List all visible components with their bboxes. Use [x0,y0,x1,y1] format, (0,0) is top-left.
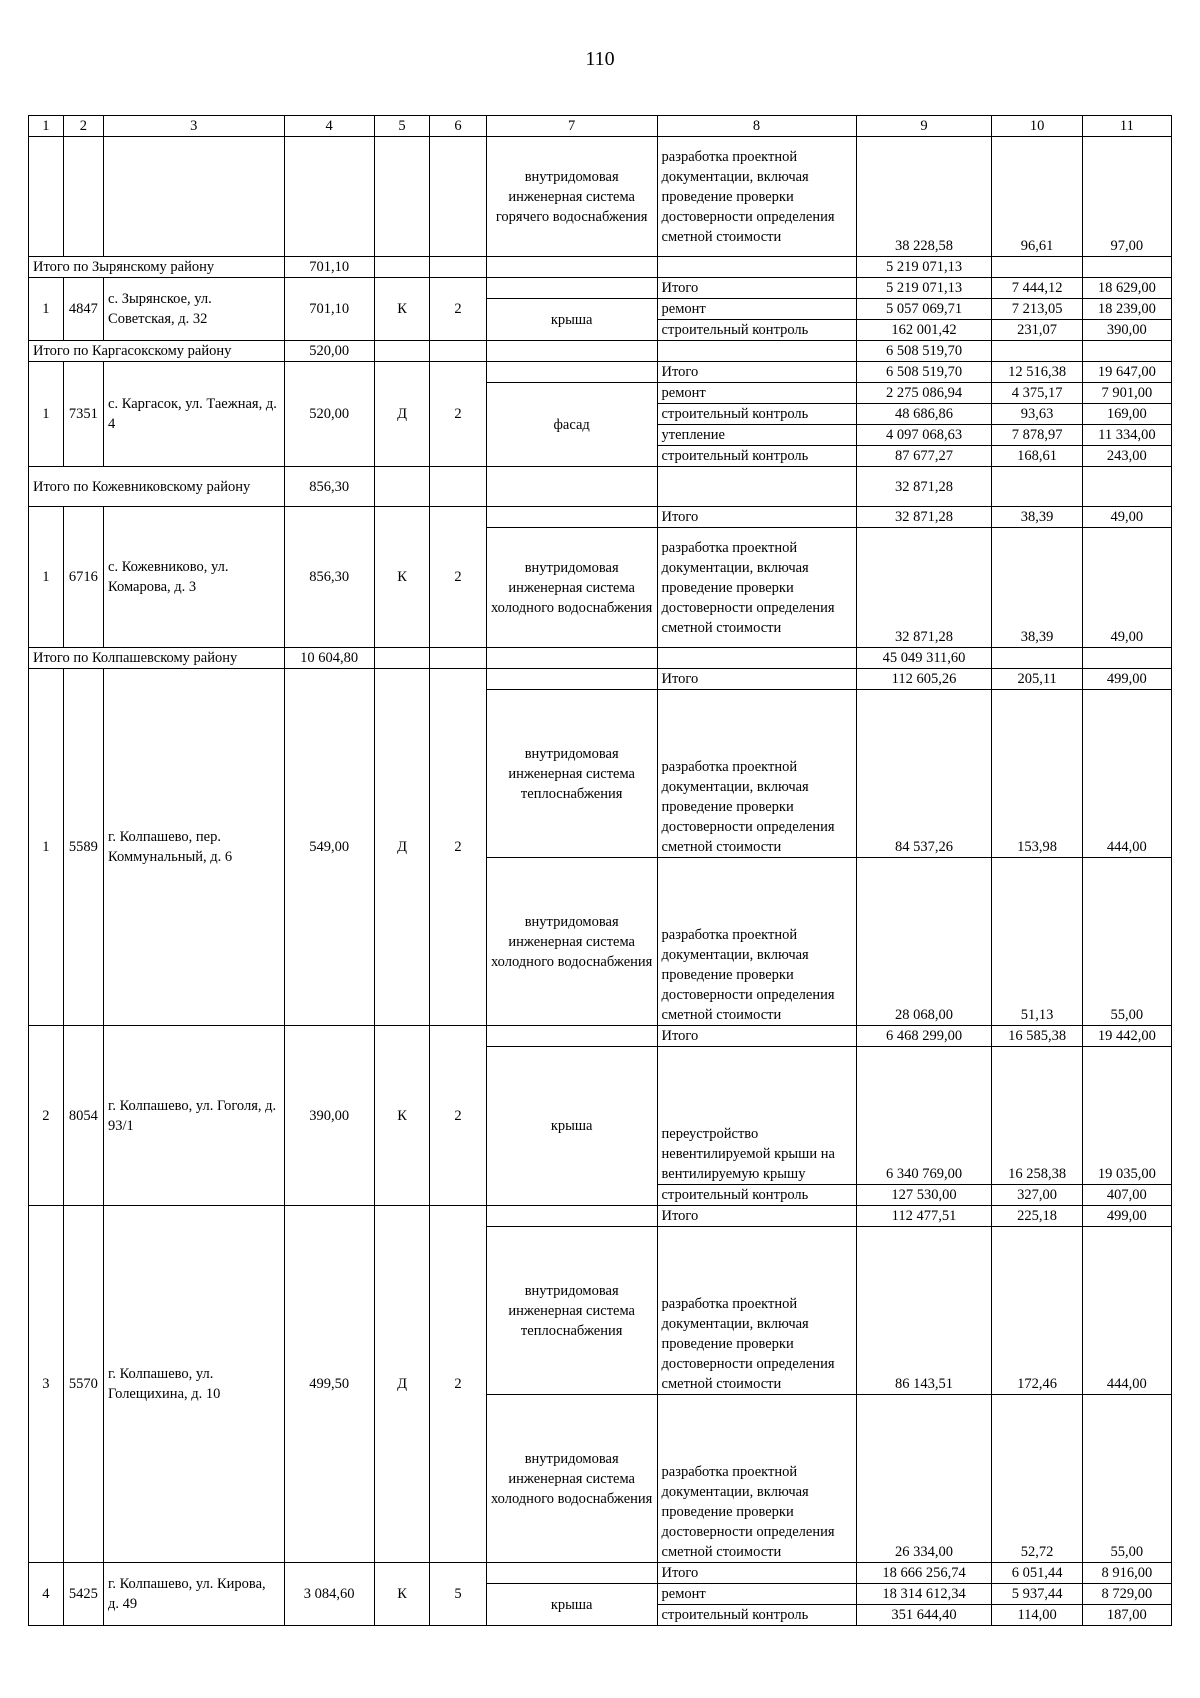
building-floors: 2 [430,669,487,1026]
cost-limit: 187,00 [1082,1605,1171,1626]
district-area: 10 604,80 [284,648,374,669]
work-description: разработка проектной документации, включая проведение проверки достоверности определения сметной стоимости [657,690,856,858]
work-description: ремонт [657,383,856,404]
cost-total: 162 001,42 [856,320,992,341]
work-description: Итого [657,507,856,528]
work-type: внутридомовая инженерная система горячего водоснабжения [486,137,657,257]
cost-total: 32 871,28 [856,528,992,648]
cost-per-sqm: 168,61 [992,446,1082,467]
row-number: 1 [29,507,64,648]
district-total-row [29,467,1172,507]
cost-total: 28 068,00 [856,858,992,1026]
row-number: 1 [29,362,64,467]
cost-per-sqm: 5 937,44 [992,1584,1082,1605]
cell [374,341,429,362]
cost-total: 84 537,26 [856,690,992,858]
cell [486,341,657,362]
work-description: разработка проектной документации, включая проведение проверки достоверности определения сметной стоимости [657,858,856,1026]
work-description: разработка проектной документации, включая проведение проверки достоверности определения сметной стоимости [657,528,856,648]
work-type: крыша [486,299,657,341]
cell [486,257,657,278]
building-area: 856,30 [284,507,374,648]
cost-total: 6 508 519,70 [856,362,992,383]
cost-limit: 499,00 [1082,1206,1171,1227]
cell [1082,341,1171,362]
continued-row [29,137,1172,257]
district-area: 701,10 [284,257,374,278]
building-area: 390,00 [284,1026,374,1206]
building-id: 8054 [63,1026,103,1206]
building-area: 549,00 [284,669,374,1026]
cost-limit: 97,00 [1082,137,1171,257]
cost-limit: 407,00 [1082,1185,1171,1206]
cost-per-sqm: 114,00 [992,1605,1082,1626]
col-header-6: 6 [430,116,487,137]
col-header-10: 10 [992,116,1082,137]
cost-total: 6 468 299,00 [856,1026,992,1047]
cell [992,648,1082,669]
work-description: Итого [657,278,856,299]
row-number: 4 [29,1563,64,1626]
cell [430,467,487,507]
cost-limit: 49,00 [1082,507,1171,528]
cost-limit: 7 901,00 [1082,383,1171,404]
work-type: фасад [486,383,657,467]
col-header-8: 8 [657,116,856,137]
building-address: г. Колпашево, ул. Голещихина, д. 10 [104,1206,285,1563]
work-description: Итого [657,1206,856,1227]
cost-per-sqm: 12 516,38 [992,362,1082,383]
cost-total: 2 275 086,94 [856,383,992,404]
building-floors: 5 [430,1563,487,1626]
col-header-4: 4 [284,116,374,137]
cost-limit: 11 334,00 [1082,425,1171,446]
cell [430,257,487,278]
building-type: К [374,1563,429,1626]
building-type: Д [374,669,429,1026]
cost-per-sqm: 7 213,05 [992,299,1082,320]
cost-total: 87 677,27 [856,446,992,467]
repair-program-table [28,115,1172,1626]
building-address: с. Кожевниково, ул. Комарова, д. 3 [104,507,285,648]
cost-limit: 19 647,00 [1082,362,1171,383]
building-floors: 2 [430,362,487,467]
cell [284,137,374,257]
page-number: 110 [585,48,615,70]
cost-total: 18 314 612,34 [856,1584,992,1605]
cell [486,362,657,383]
building-row [29,1563,1172,1584]
district-sum: 5 219 071,13 [856,257,992,278]
cell [486,507,657,528]
row-number: 2 [29,1026,64,1206]
cell [486,1206,657,1227]
cost-limit: 390,00 [1082,320,1171,341]
district-name: Итого по Колпашевскому району [29,648,285,669]
district-sum: 32 871,28 [856,467,992,507]
cell [657,648,856,669]
work-description: строительный контроль [657,1605,856,1626]
cell [1082,648,1171,669]
work-description: разработка проектной документации, включая проведение проверки достоверности определения сметной стоимости [657,137,856,257]
cost-limit: 18 629,00 [1082,278,1171,299]
cell [374,257,429,278]
cell [374,467,429,507]
cost-total: 18 666 256,74 [856,1563,992,1584]
cell [657,341,856,362]
building-type: К [374,1026,429,1206]
work-type: крыша [486,1584,657,1626]
work-description: Итого [657,1563,856,1584]
cost-total: 351 644,40 [856,1605,992,1626]
building-floors: 2 [430,1206,487,1563]
cost-per-sqm: 4 375,17 [992,383,1082,404]
cost-limit: 18 239,00 [1082,299,1171,320]
building-area: 499,50 [284,1206,374,1563]
building-type: Д [374,362,429,467]
building-area: 701,10 [284,278,374,341]
cost-per-sqm: 327,00 [992,1185,1082,1206]
work-description: строительный контроль [657,446,856,467]
cost-per-sqm: 38,39 [992,507,1082,528]
work-type: крыша [486,1047,657,1206]
work-description: разработка проектной документации, включая проведение проверки достоверности определения сметной стоимости [657,1395,856,1563]
work-description: Итого [657,1026,856,1047]
work-description: разработка проектной документации, включая проведение проверки достоверности определения сметной стоимости [657,1227,856,1395]
cost-total: 112 477,51 [856,1206,992,1227]
cost-per-sqm: 172,46 [992,1227,1082,1395]
work-description: строительный контроль [657,320,856,341]
column-header-row [29,116,1172,137]
building-type: Д [374,1206,429,1563]
work-description: ремонт [657,299,856,320]
cell [657,467,856,507]
building-id: 7351 [63,362,103,467]
cell [992,341,1082,362]
building-type: К [374,278,429,341]
cost-per-sqm: 225,18 [992,1206,1082,1227]
cost-per-sqm: 205,11 [992,669,1082,690]
cell [657,257,856,278]
cell [992,257,1082,278]
building-floors: 2 [430,278,487,341]
work-description: переустройство невентилируемой крыши на вентилируемую крышу [657,1047,856,1185]
building-type: К [374,507,429,648]
district-total-row [29,648,1172,669]
cell [374,648,429,669]
cost-per-sqm: 16 258,38 [992,1047,1082,1185]
building-address: г. Колпашево, ул. Кирова, д. 49 [104,1563,285,1626]
cost-per-sqm: 231,07 [992,320,1082,341]
work-description: строительный контроль [657,404,856,425]
cost-limit: 169,00 [1082,404,1171,425]
work-type: внутридомовая инженерная система холодного водоснабжения [486,528,657,648]
building-row [29,1026,1172,1047]
district-area: 856,30 [284,467,374,507]
building-id: 5570 [63,1206,103,1563]
building-id: 4847 [63,278,103,341]
cost-per-sqm: 38,39 [992,528,1082,648]
building-row [29,1206,1172,1227]
cell [486,467,657,507]
building-area: 3 084,60 [284,1563,374,1626]
col-header-9: 9 [856,116,992,137]
col-header-1: 1 [29,116,64,137]
cost-limit: 49,00 [1082,528,1171,648]
building-row [29,507,1172,528]
cost-per-sqm: 7 444,12 [992,278,1082,299]
cost-limit: 19 442,00 [1082,1026,1171,1047]
cost-total: 6 340 769,00 [856,1047,992,1185]
col-header-2: 2 [63,116,103,137]
cell [1082,257,1171,278]
cost-total: 5 219 071,13 [856,278,992,299]
cost-per-sqm: 153,98 [992,690,1082,858]
cost-total: 127 530,00 [856,1185,992,1206]
col-header-11: 11 [1082,116,1171,137]
work-type: внутридомовая инженерная система холодного водоснабжения [486,858,657,1026]
building-address: с. Каргасок, ул. Таежная, д. 4 [104,362,285,467]
work-description: Итого [657,362,856,383]
cost-limit: 55,00 [1082,1395,1171,1563]
work-description: утепление [657,425,856,446]
cell [486,648,657,669]
building-row [29,278,1172,299]
building-address: г. Колпашево, ул. Гоголя, д. 93/1 [104,1026,285,1206]
cell [486,669,657,690]
row-number: 1 [29,669,64,1026]
building-id: 6716 [63,507,103,648]
work-description: строительный контроль [657,1185,856,1206]
cost-limit: 499,00 [1082,669,1171,690]
cost-per-sqm: 16 585,38 [992,1026,1082,1047]
cell [430,341,487,362]
building-area: 520,00 [284,362,374,467]
district-name: Итого по Каргасокскому району [29,341,285,362]
cost-total: 26 334,00 [856,1395,992,1563]
district-sum: 6 508 519,70 [856,341,992,362]
work-description: ремонт [657,1584,856,1605]
work-type: внутридомовая инженерная система теплоснабжения [486,690,657,858]
building-address: с. Зырянское, ул. Советская, д. 32 [104,278,285,341]
building-id: 5589 [63,669,103,1026]
building-address: г. Колпашево, пер. Коммунальный, д. 6 [104,669,285,1026]
cell [486,278,657,299]
cost-per-sqm: 52,72 [992,1395,1082,1563]
cost-limit: 444,00 [1082,690,1171,858]
cost-limit: 8 916,00 [1082,1563,1171,1584]
work-type: внутридомовая инженерная система холодного водоснабжения [486,1395,657,1563]
cost-limit: 19 035,00 [1082,1047,1171,1185]
building-id: 5425 [63,1563,103,1626]
building-floors: 2 [430,507,487,648]
cost-total: 32 871,28 [856,507,992,528]
cost-total: 5 057 069,71 [856,299,992,320]
cost-limit: 55,00 [1082,858,1171,1026]
cell [374,137,429,257]
row-number: 1 [29,278,64,341]
cell [1082,467,1171,507]
cost-limit: 444,00 [1082,1227,1171,1395]
cost-per-sqm: 96,61 [992,137,1082,257]
cell [430,137,487,257]
cost-per-sqm: 7 878,97 [992,425,1082,446]
building-row [29,362,1172,383]
cost-limit: 8 729,00 [1082,1584,1171,1605]
district-name: Итого по Кожевниковскому району [29,467,285,507]
cell [486,1026,657,1047]
col-header-3: 3 [104,116,285,137]
col-header-5: 5 [374,116,429,137]
district-name: Итого по Зырянскому району [29,257,285,278]
work-type: внутридомовая инженерная система теплоснабжения [486,1227,657,1395]
cell [63,137,103,257]
building-floors: 2 [430,1026,487,1206]
cost-total: 4 097 068,63 [856,425,992,446]
cell [104,137,285,257]
district-sum: 45 049 311,60 [856,648,992,669]
cost-total: 112 605,26 [856,669,992,690]
cell [992,467,1082,507]
cost-total: 48 686,86 [856,404,992,425]
cost-per-sqm: 6 051,44 [992,1563,1082,1584]
row-number: 3 [29,1206,64,1563]
col-header-7: 7 [486,116,657,137]
district-total-row [29,341,1172,362]
cost-limit: 243,00 [1082,446,1171,467]
cost-per-sqm: 51,13 [992,858,1082,1026]
district-total-row [29,257,1172,278]
cell [486,1563,657,1584]
cost-per-sqm: 93,63 [992,404,1082,425]
cell [430,648,487,669]
cell [29,137,64,257]
building-row [29,669,1172,690]
cost-total: 38 228,58 [856,137,992,257]
district-area: 520,00 [284,341,374,362]
work-description: Итого [657,669,856,690]
cost-total: 86 143,51 [856,1227,992,1395]
